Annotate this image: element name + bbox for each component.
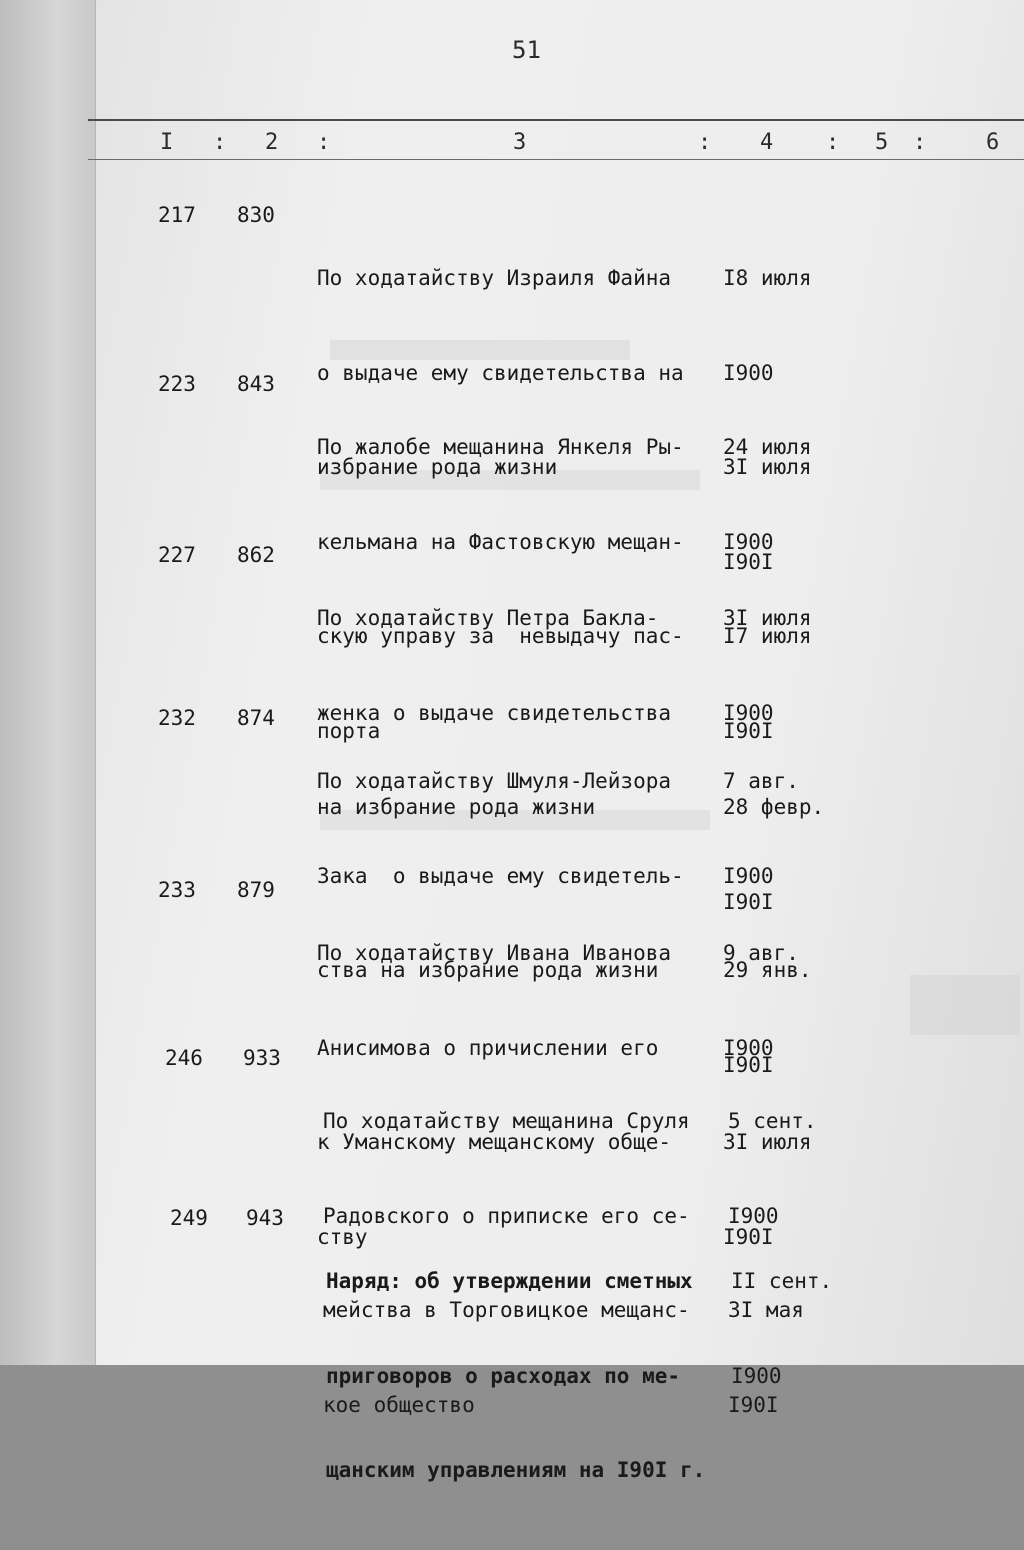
date-line: I90I — [723, 549, 774, 574]
row-number: 233 — [158, 878, 196, 902]
date-line: 5 сент. — [728, 1109, 817, 1133]
description-line: Анисимова о причислении его — [317, 1035, 659, 1060]
date-line: I900 — [723, 863, 774, 888]
description-line: Зака о выдаче ему свидетель- — [317, 863, 684, 888]
description-line: женка о выдаче свидетельства — [317, 700, 672, 725]
description-line: По жалобе мещанина Янкеля Ры- — [317, 435, 684, 459]
column-header-6: 6 — [986, 130, 1000, 155]
previous-page-fold — [0, 0, 96, 1365]
description-line: ству — [317, 1224, 368, 1249]
column-header-4: 4 — [760, 130, 774, 155]
date-line: I8 июля — [723, 266, 812, 290]
description-line: порта — [317, 718, 381, 743]
date-line: II сент. — [731, 1269, 833, 1293]
date-line: I900 — [731, 1363, 782, 1388]
row-number: 246 — [165, 1046, 203, 1070]
description-line: о выдаче ему свидетельства на — [317, 360, 684, 385]
column-header-2: 2 — [265, 130, 279, 155]
date-line: I90I — [723, 1052, 774, 1077]
date-line: I90I — [723, 718, 774, 743]
description-line: По ходатайству мещанина Сруля — [323, 1109, 690, 1133]
file-number: 933 — [243, 1046, 281, 1070]
description-line: По ходатайству Петра Бакла- — [317, 606, 659, 630]
row-dates — [731, 1203, 832, 1455]
description-line: По ходатайству Израиля Файна — [317, 266, 672, 290]
date-line: 7 авг. — [723, 769, 799, 793]
column-separator: : — [826, 130, 840, 155]
column-header-5: 5 — [875, 130, 889, 155]
bleed-through-texture — [910, 975, 1020, 1035]
file-number: 874 — [237, 706, 275, 730]
date-line: 3I июля — [723, 455, 812, 479]
date-line: I900 — [728, 1203, 779, 1228]
date-line: 3I июля — [723, 1130, 812, 1154]
row-number: 223 — [158, 372, 196, 396]
column-header-3: 3 — [513, 130, 527, 155]
date-line: I7 июля — [723, 624, 812, 648]
column-header-1: I — [160, 130, 174, 155]
description-line: Наряд: об утверждении сметных — [326, 1269, 693, 1293]
description-line: мейства в Торговицкое мещанс- — [323, 1298, 690, 1322]
page-number: 51 — [512, 36, 541, 64]
date-line: 9 авг. — [723, 941, 799, 965]
file-number: 843 — [237, 372, 275, 396]
description-line: ства на избрание рода жизни — [317, 958, 659, 982]
date-line: I900 — [723, 1035, 774, 1060]
description-line: щанским управлениям на I90I г. — [326, 1458, 706, 1482]
description-line: приговоров о расходах по ме- — [326, 1363, 681, 1388]
date-line: 3I июля — [723, 606, 812, 630]
date-line: I90I — [723, 889, 774, 914]
description-line: на избрание рода жизни — [317, 795, 596, 819]
column-separator: : — [317, 130, 331, 155]
date-line: 3I мая — [728, 1298, 804, 1322]
file-number: 862 — [237, 543, 275, 567]
description-line: По ходатайству Ивана Иванова — [317, 941, 672, 965]
description-line: избрание рода жизни — [317, 455, 558, 479]
column-separator: : — [913, 130, 927, 155]
file-number: 830 — [237, 203, 275, 227]
date-line: I90I — [728, 1392, 779, 1417]
column-separator: : — [213, 130, 227, 155]
description-line: кое общество — [323, 1392, 475, 1417]
header-rule-top — [88, 119, 1024, 121]
date-line: I90I — [723, 1224, 774, 1249]
file-number: 879 — [237, 878, 275, 902]
row-number: 232 — [158, 706, 196, 730]
description-line: По ходатайству Шмуля-Лейзора — [317, 769, 672, 793]
header-rule-bottom — [88, 159, 1024, 160]
date-line: 28 февр. — [723, 795, 825, 819]
description-line: к Уманскому мещанскому обще- — [317, 1130, 672, 1154]
description-line: Радовского о приписке его се- — [323, 1203, 690, 1228]
row-number: 249 — [170, 1206, 208, 1230]
date-line: I900 — [723, 700, 774, 725]
date-line: 29 янв. — [723, 958, 812, 982]
date-line: I900 — [723, 360, 774, 385]
file-number: 943 — [246, 1206, 284, 1230]
row-number: 227 — [158, 543, 196, 567]
row-description — [326, 1203, 705, 1550]
row-number: 217 — [158, 203, 196, 227]
date-line: I900 — [723, 529, 774, 554]
description-line: кельмана на Фастовскую мещан- — [317, 529, 684, 554]
description-line: скую управу за невыдачу пас- — [317, 624, 684, 648]
date-line: 24 июля — [723, 435, 812, 459]
column-separator: : — [698, 130, 712, 155]
